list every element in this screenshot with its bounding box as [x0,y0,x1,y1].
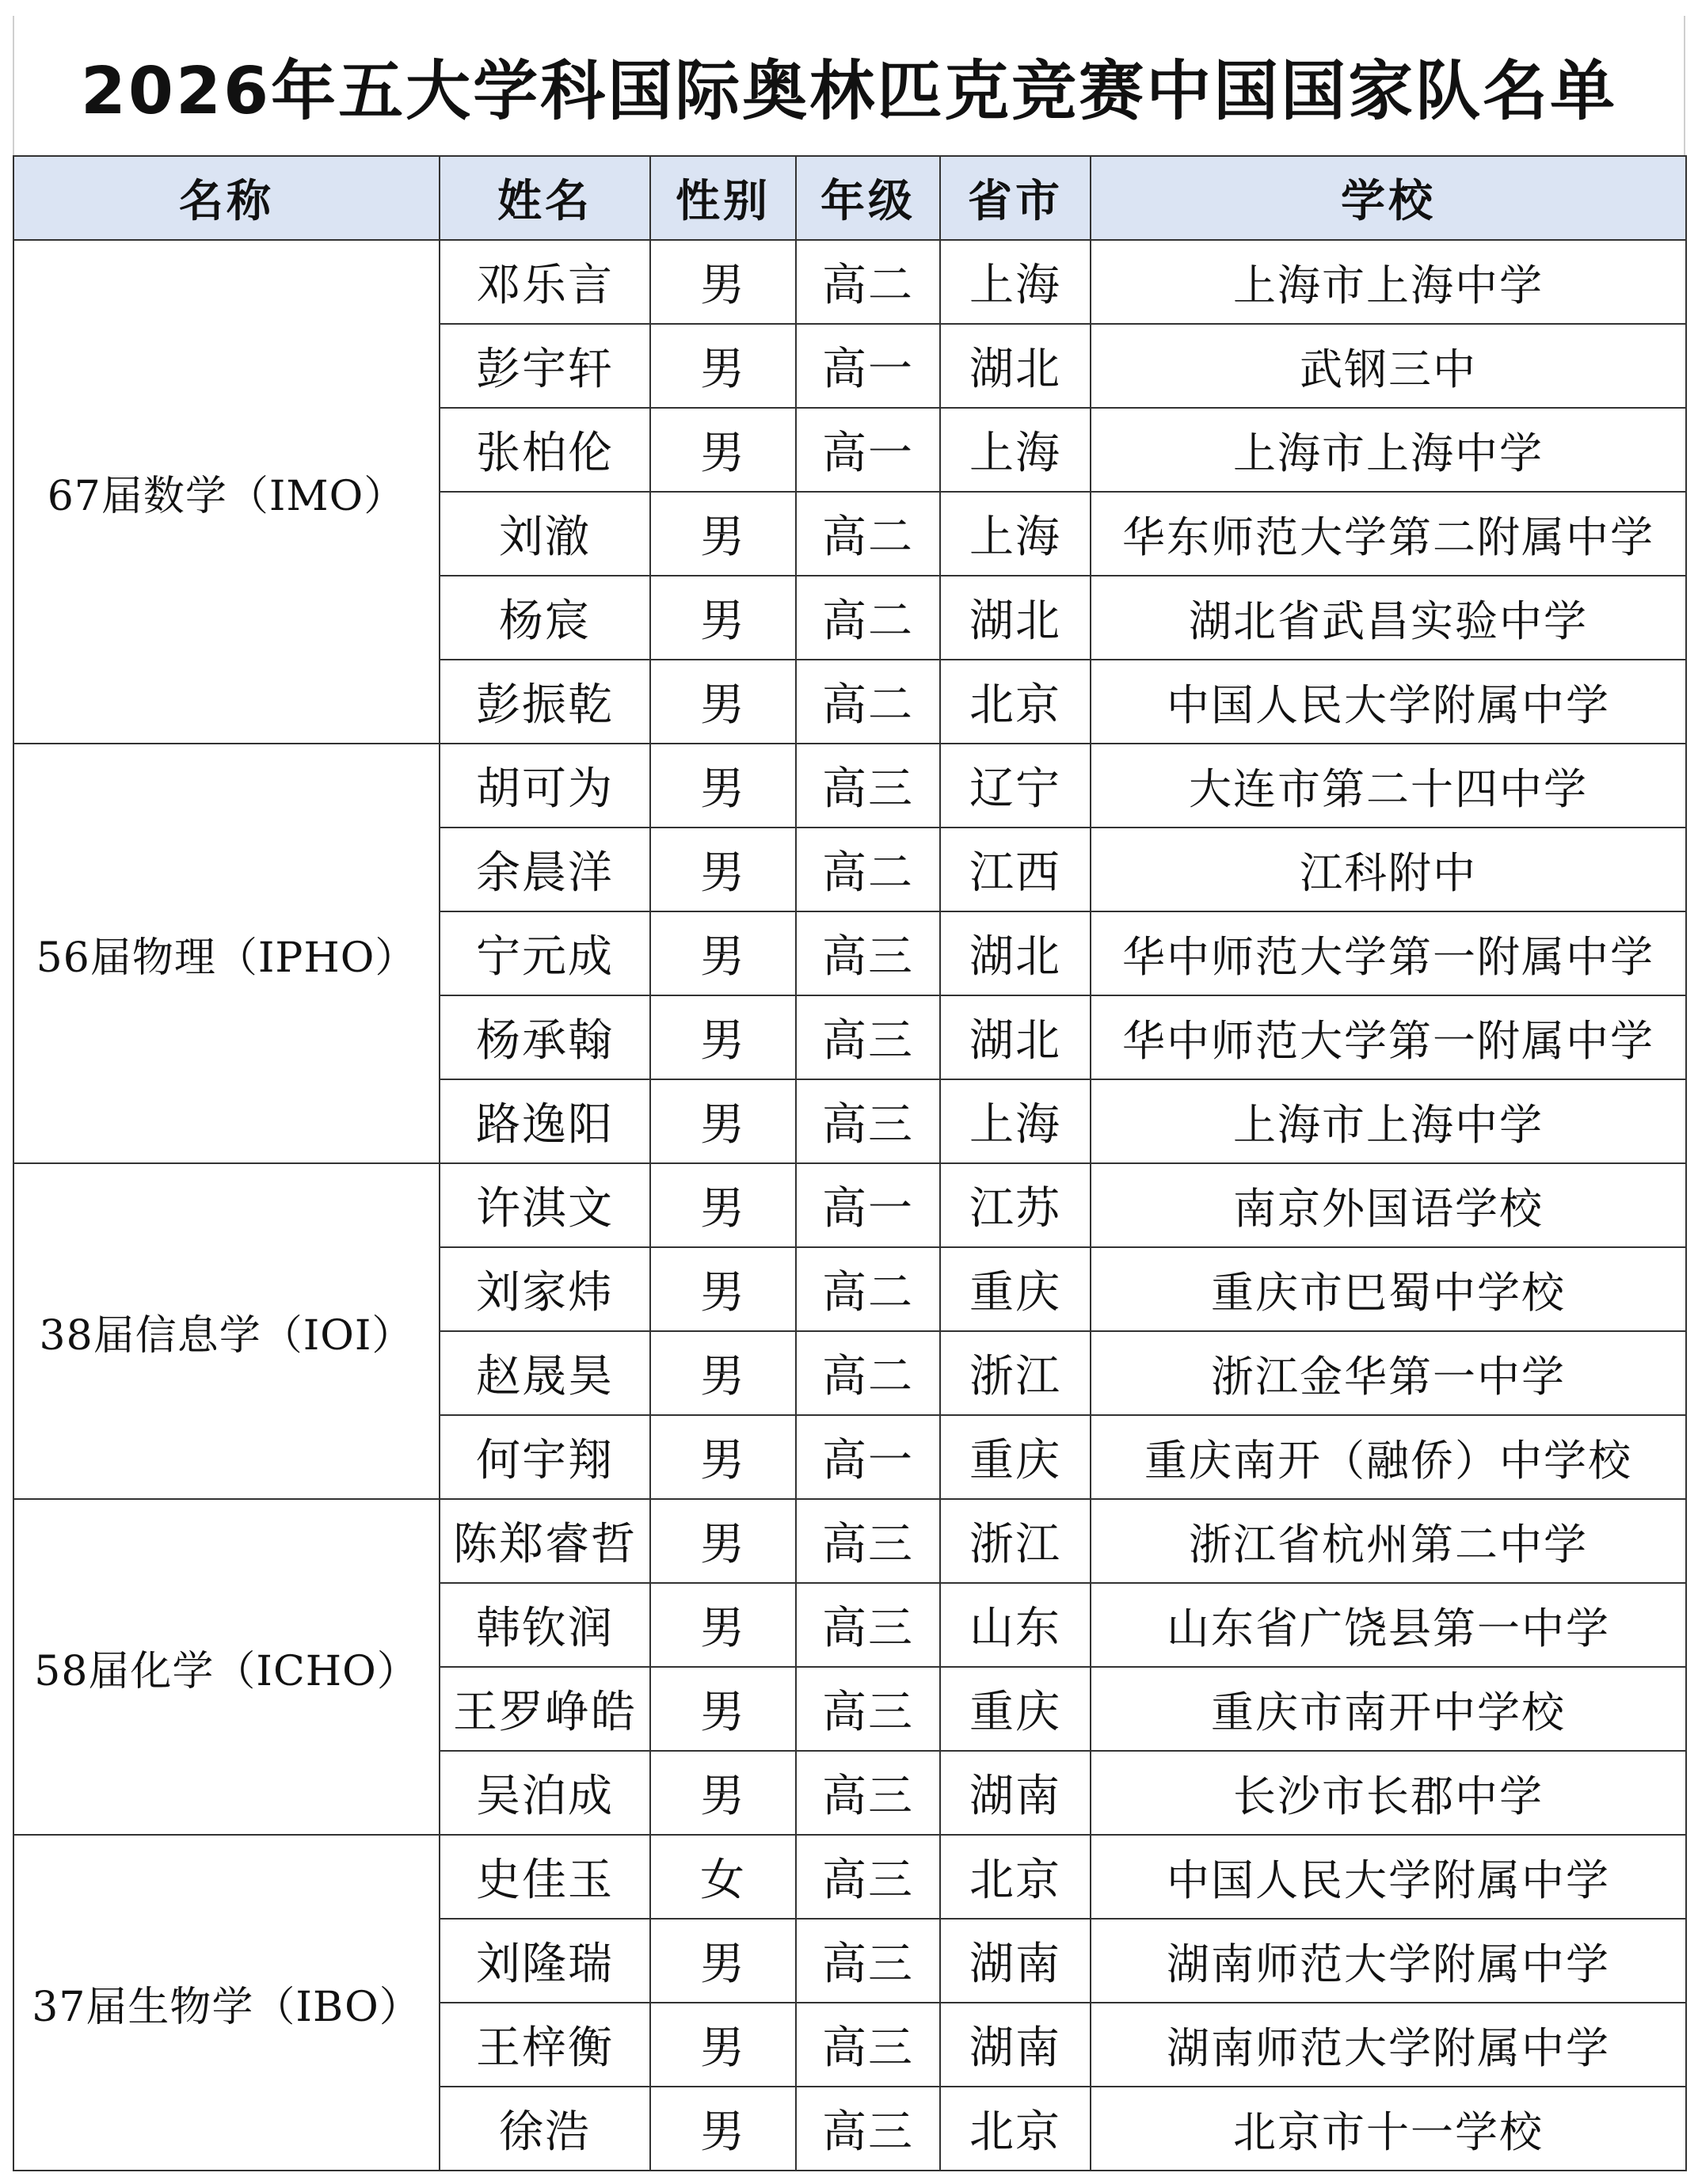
school-cell: 湖南师范大学附属中学 [1091,1919,1686,2003]
school-cell: 华中师范大学第一附属中学 [1091,995,1686,1079]
page-title: 2026年五大学科国际奥林匹克竞赛中国国家队名单 [13,16,1685,155]
competition-name: 67届数学（IMO） [13,240,440,744]
grade-cell: 高二 [796,240,940,324]
table-row [13,1835,1686,1919]
province-cell: 北京 [940,2087,1091,2171]
school-cell: 大连市第二十四中学 [1091,744,1686,828]
student-name-cell: 刘隆瑞 [440,1919,650,2003]
school-cell: 华中师范大学第一附属中学 [1091,911,1686,995]
student-name-cell: 赵晟昊 [440,1331,650,1415]
competition-name: 56届物理（IPHO） [13,744,440,1163]
gender-cell: 男 [650,576,796,660]
school-cell: 重庆市巴蜀中学校 [1091,1247,1686,1331]
gender-cell: 男 [650,995,796,1079]
grade-cell: 高三 [796,744,940,828]
student-name-cell: 王梓衡 [440,2003,650,2087]
header-school: 学校 [1091,156,1686,240]
student-name-cell: 吴泊成 [440,1751,650,1835]
gender-cell: 男 [650,1079,796,1163]
province-cell: 重庆 [940,1247,1091,1331]
school-cell: 武钢三中 [1091,324,1686,408]
student-name-cell: 杨宸 [440,576,650,660]
gender-cell: 男 [650,324,796,408]
school-cell: 华东师范大学第二附属中学 [1091,492,1686,576]
school-cell: 中国人民大学附属中学 [1091,1835,1686,1919]
school-cell: 北京市十一学校 [1091,2087,1686,2171]
province-cell: 湖北 [940,576,1091,660]
roster-table [13,155,1687,2171]
student-name-cell: 徐浩 [440,2087,650,2171]
school-cell: 重庆南开（融侨）中学校 [1091,1415,1686,1499]
gender-cell: 女 [650,1835,796,1919]
header-gender: 性别 [650,156,796,240]
school-cell: 湖北省武昌实验中学 [1091,576,1686,660]
student-name-cell: 刘澈 [440,492,650,576]
table-header [13,156,1686,240]
province-cell: 上海 [940,408,1091,492]
grade-cell: 高二 [796,1247,940,1331]
student-name-cell: 陈郑睿哲 [440,1499,650,1583]
student-name-cell: 许淇文 [440,1163,650,1247]
table-row [13,1163,1686,1247]
school-cell: 长沙市长郡中学 [1091,1751,1686,1835]
province-cell: 江苏 [940,1163,1091,1247]
student-name-cell: 彭振乾 [440,660,650,744]
student-name-cell: 张柏伦 [440,408,650,492]
gender-cell: 男 [650,408,796,492]
province-cell: 重庆 [940,1415,1091,1499]
school-cell: 湖南师范大学附属中学 [1091,2003,1686,2087]
province-cell: 浙江 [940,1499,1091,1583]
grade-cell: 高一 [796,1163,940,1247]
province-cell: 辽宁 [940,744,1091,828]
grade-cell: 高一 [796,324,940,408]
province-cell: 上海 [940,492,1091,576]
gender-cell: 男 [650,1499,796,1583]
grade-cell: 高三 [796,1919,940,2003]
school-cell: 江科附中 [1091,828,1686,911]
province-cell: 重庆 [940,1667,1091,1751]
school-cell: 上海市上海中学 [1091,1079,1686,1163]
province-cell: 北京 [940,660,1091,744]
province-cell: 上海 [940,1079,1091,1163]
province-cell: 湖南 [940,1751,1091,1835]
grade-cell: 高二 [796,576,940,660]
header-province: 省市 [940,156,1091,240]
province-cell: 湖南 [940,1919,1091,2003]
school-cell: 中国人民大学附属中学 [1091,660,1686,744]
grade-cell: 高三 [796,1583,940,1667]
grade-cell: 高一 [796,408,940,492]
grade-cell: 高三 [796,1079,940,1163]
student-name-cell: 彭宇轩 [440,324,650,408]
grade-cell: 高三 [796,1835,940,1919]
grade-cell: 高三 [796,2087,940,2171]
grade-cell: 高一 [796,1415,940,1499]
student-name-cell: 史佳玉 [440,1835,650,1919]
student-name-cell: 韩钦润 [440,1583,650,1667]
header-grade: 年级 [796,156,940,240]
grade-cell: 高三 [796,995,940,1079]
grade-cell: 高二 [796,660,940,744]
grade-cell: 高三 [796,1667,940,1751]
header-category: 名称 [13,156,440,240]
student-name-cell: 杨承翰 [440,995,650,1079]
province-cell: 江西 [940,828,1091,911]
province-cell: 湖北 [940,995,1091,1079]
grade-cell: 高三 [796,2003,940,2087]
school-cell: 浙江金华第一中学 [1091,1331,1686,1415]
student-name-cell: 胡可为 [440,744,650,828]
school-cell: 重庆市南开中学校 [1091,1667,1686,1751]
school-cell: 山东省广饶县第一中学 [1091,1583,1686,1667]
competition-name: 38届信息学（IOI） [13,1163,440,1499]
student-name-cell: 宁元成 [440,911,650,995]
gender-cell: 男 [650,1919,796,2003]
school-cell: 上海市上海中学 [1091,408,1686,492]
province-cell: 湖北 [940,324,1091,408]
grade-cell: 高三 [796,1499,940,1583]
table-row [13,744,1686,828]
gender-cell: 男 [650,660,796,744]
gender-cell: 男 [650,744,796,828]
header-row [13,156,1686,240]
gender-cell: 男 [650,492,796,576]
school-cell: 上海市上海中学 [1091,240,1686,324]
table-row [13,240,1686,324]
province-cell: 湖南 [940,2003,1091,2087]
province-cell: 湖北 [940,911,1091,995]
gender-cell: 男 [650,2087,796,2171]
province-cell: 上海 [940,240,1091,324]
competition-name: 58届化学（ICHO） [13,1499,440,1835]
student-name-cell: 路逸阳 [440,1079,650,1163]
gender-cell: 男 [650,240,796,324]
table-body [13,240,1686,2171]
grade-cell: 高三 [796,1751,940,1835]
province-cell: 浙江 [940,1331,1091,1415]
gender-cell: 男 [650,1583,796,1667]
school-cell: 南京外国语学校 [1091,1163,1686,1247]
student-name-cell: 刘家炜 [440,1247,650,1331]
province-cell: 山东 [940,1583,1091,1667]
student-name-cell: 余晨洋 [440,828,650,911]
province-cell: 北京 [940,1835,1091,1919]
student-name-cell: 王罗峥皓 [440,1667,650,1751]
gender-cell: 男 [650,2003,796,2087]
table-row [13,1499,1686,1583]
grade-cell: 高三 [796,911,940,995]
grade-cell: 高二 [796,492,940,576]
student-name-cell: 何宇翔 [440,1415,650,1499]
gender-cell: 男 [650,911,796,995]
gender-cell: 男 [650,1163,796,1247]
gender-cell: 男 [650,1247,796,1331]
gender-cell: 男 [650,1751,796,1835]
gender-cell: 男 [650,1667,796,1751]
competition-name: 37届生物学（IBO） [13,1835,440,2171]
school-cell: 浙江省杭州第二中学 [1091,1499,1686,1583]
grade-cell: 高二 [796,1331,940,1415]
gender-cell: 男 [650,1415,796,1499]
gender-cell: 男 [650,1331,796,1415]
gender-cell: 男 [650,828,796,911]
header-name: 姓名 [440,156,650,240]
roster-sheet [13,16,1685,2170]
student-name-cell: 邓乐言 [440,240,650,324]
grade-cell: 高二 [796,828,940,911]
